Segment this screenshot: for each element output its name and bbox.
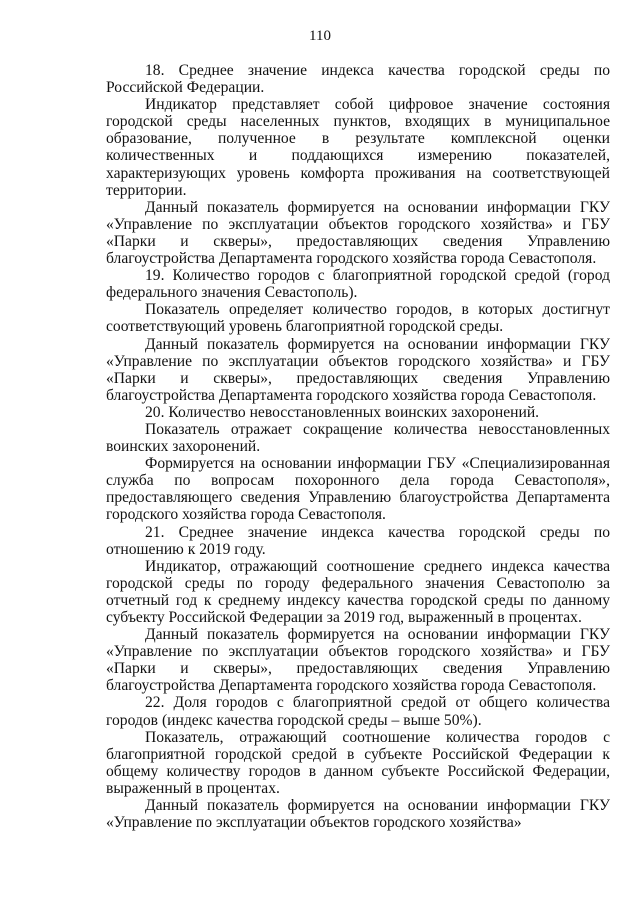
paragraph: Показатель, отражающий соотношение количества городов с благоприятной городской средой в субъекте Российской Федерации к общему количеству городов в данном субъекте Российской Федерации, выраженный в процентах. — [106, 728, 610, 797]
paragraph: Показатель определяет количество городов, в которых достигнут соответствующий уровень благоприятной городской среды. — [106, 301, 610, 336]
paragraph: 18. Среднее значение индекса качества городской среды по Российской Федерации. — [106, 62, 610, 97]
document-body — [106, 62, 610, 831]
paragraph: 22. Доля городов с благоприятной средой от общего количества городов (индекс качества городской среды – выше 50%). — [106, 694, 610, 729]
paragraph: Показатель отражает сокращение количества невосстановленных воинских захоронений. — [106, 420, 610, 456]
paragraph: Данный показатель формируется на основании информации ГКУ «Управление по эксплуатации объектов городского хозяйства» и ГБУ «Парки и скверы», предоставляющих сведения Управлению благоустройства Департамента городского хозяйства города Севастополя. — [106, 626, 610, 695]
paragraph: 20. Количество невосстановленных воинских захоронений. — [145, 403, 540, 421]
paragraph: Данный показатель формируется на основании информации ГКУ «Управление по эксплуатации объектов городского хозяйства» и ГБУ «Парки и скверы», предоставляющих сведения Управлению благоустройства Департамента городского хозяйства города Севастополя. — [106, 335, 610, 404]
paragraph: 19. Количество городов с благоприятной городской средой (город федерального значения Севастополь). — [106, 267, 610, 302]
paragraph: 21. Среднее значение индекса качества городской среды по отношению к 2019 году. — [106, 523, 610, 558]
paragraph: Данный показатель формируется на основании информации ГКУ «Управление по эксплуатации объектов городского хозяйства» и ГБУ «Парки и скверы», предоставляющих сведения Управлению благоустройства Департамента городского хозяйства города Севастополя. — [106, 198, 610, 268]
paragraph: Индикатор, отражающий соотношение среднего индекса качества городской среды по городу федерального значения Севастополю за отчетный год к среднему индексу качества городской среды по данному субъекту Российской Федерации за 2019 год, выраженный в процентах. — [106, 557, 610, 626]
paragraph: Формируется на основании информации ГБУ «Специализированная служба по вопросам похоронного дела города Севастополя», предоставляющего сведения Управлению благоустройства Департамента городского хозяйства города Севастополя. — [106, 455, 610, 524]
paragraph: Индикатор представляет собой цифровое значение состояния городской среды населенных пунктов, входящих в муниципальное образование, полученное в результате комплексной оценки количественных и поддающихся измерению показателей, характеризующих уровень комфорта проживания на соответствующей территории. — [106, 96, 610, 199]
page-number: 110 — [309, 28, 331, 44]
paragraph: Данный показатель формируется на основании информации ГКУ «Управление по эксплуатации объектов городского хозяйства» — [106, 797, 610, 832]
